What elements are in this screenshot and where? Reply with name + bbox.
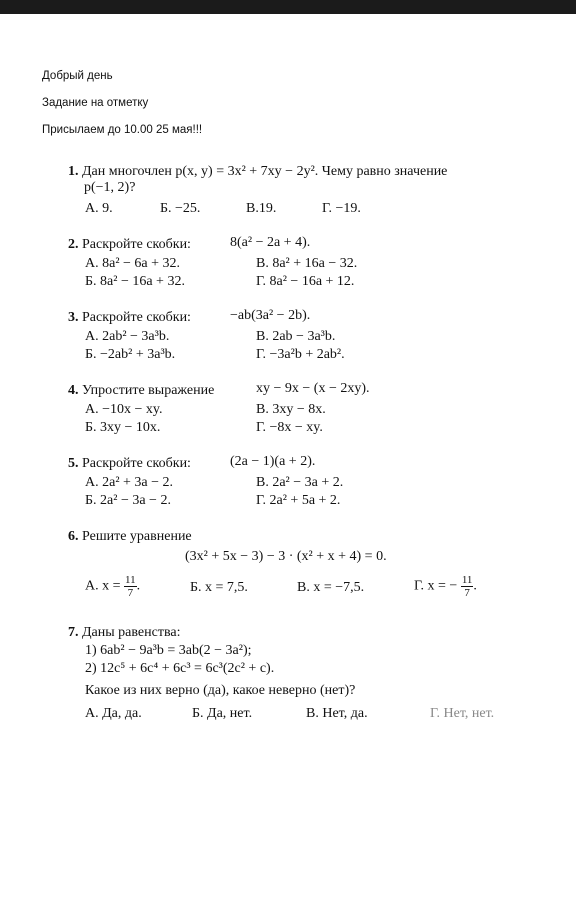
question-number: 1. (68, 164, 79, 179)
question-3 (68, 308, 191, 327)
answer-option: А. 2a² + 3a − 2. (85, 475, 174, 490)
question-1 (68, 162, 447, 181)
answer-option: Б. −2ab² + 3a³b. (85, 347, 176, 362)
question-prompt: Какое из них верно (да), какое неверно (нет)? (85, 683, 356, 698)
option-prefix: Г. x = − (414, 578, 458, 594)
option-suffix: . (473, 578, 477, 594)
answer-option: В.19. (246, 201, 277, 216)
answer-option-d (414, 574, 477, 599)
answer-option-b: Б. x = 7,5. (190, 580, 248, 595)
question-number: 3. (68, 310, 79, 325)
question-number: 2. (68, 237, 79, 252)
task-text: Задание на отметку (42, 97, 149, 109)
answer-option: А. 8a² − 6a + 32. (85, 256, 181, 271)
answer-option: А. 2ab² − 3a³b. (85, 329, 170, 344)
answer-option: В. Нет, да. (306, 706, 368, 721)
question-expression: (2a − 1)(a + 2). (230, 454, 316, 469)
question-number: 5. (68, 456, 79, 471)
answer-option: А. Да, да. (85, 706, 142, 721)
answer-option: Г. 8a² − 16a + 12. (256, 274, 355, 289)
answer-option: А. 9. (85, 201, 113, 216)
question-text: Раскройте скобки: (82, 456, 191, 471)
answer-option: В. 8a² + 16a − 32. (256, 256, 358, 271)
question-text: Раскройте скобки: (82, 237, 191, 252)
option-prefix: А. x = (85, 578, 121, 594)
question-expression: 8(a² − 2a + 4). (230, 235, 311, 250)
deadline-text: Присылаем до 10.00 25 мая!!! (42, 124, 203, 136)
answer-option: Г. Нет, нет. (430, 706, 495, 721)
equation-2: 2) 12c⁵ + 6c⁴ + 6c³ = 6c³(2c² + c). (85, 661, 275, 676)
question-number: 4. (68, 383, 79, 398)
answer-option: В. 3xy − 8x. (256, 402, 326, 417)
answer-option: Б. 8a² − 16a + 32. (85, 274, 185, 289)
question-number: 6. (68, 529, 79, 544)
question-text: Раскройте скобки: (82, 310, 191, 325)
top-bar (0, 0, 576, 14)
question-6 (68, 527, 192, 546)
answer-option: Г. −3a²b + 2ab². (256, 347, 345, 362)
answer-option: А. −10x − xy. (85, 402, 163, 417)
answer-option-a (85, 574, 140, 599)
question-expression: (3x² + 5x − 3) − 3 · (x² + x + 4) = 0. (185, 549, 387, 564)
equation-1: 1) 6ab² − 9a³b = 3ab(2 − 3a²); (85, 643, 252, 658)
answer-option: В. 2ab − 3a³b. (256, 329, 336, 344)
denominator: 7 (127, 587, 134, 599)
question-5 (68, 454, 191, 473)
answer-option: В. 2a² − 3a + 2. (256, 475, 344, 490)
answer-option: Б. Да, нет. (192, 706, 253, 721)
numerator: 11 (461, 574, 473, 586)
question-text: Решите уравнение (82, 529, 192, 544)
question-1-continuation: p(−1, 2)? (84, 180, 136, 195)
answer-option: Г. −19. (322, 201, 361, 216)
question-expression: xy − 9x − (x − 2xy). (256, 381, 370, 396)
numerator: 11 (125, 574, 136, 586)
answer-option: Г. −8x − xy. (256, 420, 323, 435)
denominator: 7 (464, 587, 470, 599)
question-text: Даны равенства: (82, 625, 181, 640)
answer-option: Б. −25. (160, 201, 201, 216)
question-text: Упростите выражение (82, 383, 215, 398)
answer-option: Г. 2a² + 5a + 2. (256, 493, 341, 508)
answer-option: Б. 3xy − 10x. (85, 420, 161, 435)
question-2 (68, 235, 191, 254)
greeting-text: Добрый день (42, 70, 113, 82)
question-4 (68, 381, 214, 400)
fraction (124, 574, 137, 599)
answer-option-c: В. x = −7,5. (297, 580, 365, 595)
question-expression: −ab(3a² − 2b). (230, 308, 311, 323)
question-number: 7. (68, 625, 79, 640)
option-suffix: . (136, 578, 141, 594)
answer-option: Б. 2a² − 3a − 2. (85, 493, 171, 508)
question-7 (68, 623, 180, 642)
question-text: Дан многочлен p(x, y) = 3x² + 7xy − 2y². Чему равно значение (82, 164, 448, 179)
fraction (461, 574, 474, 599)
